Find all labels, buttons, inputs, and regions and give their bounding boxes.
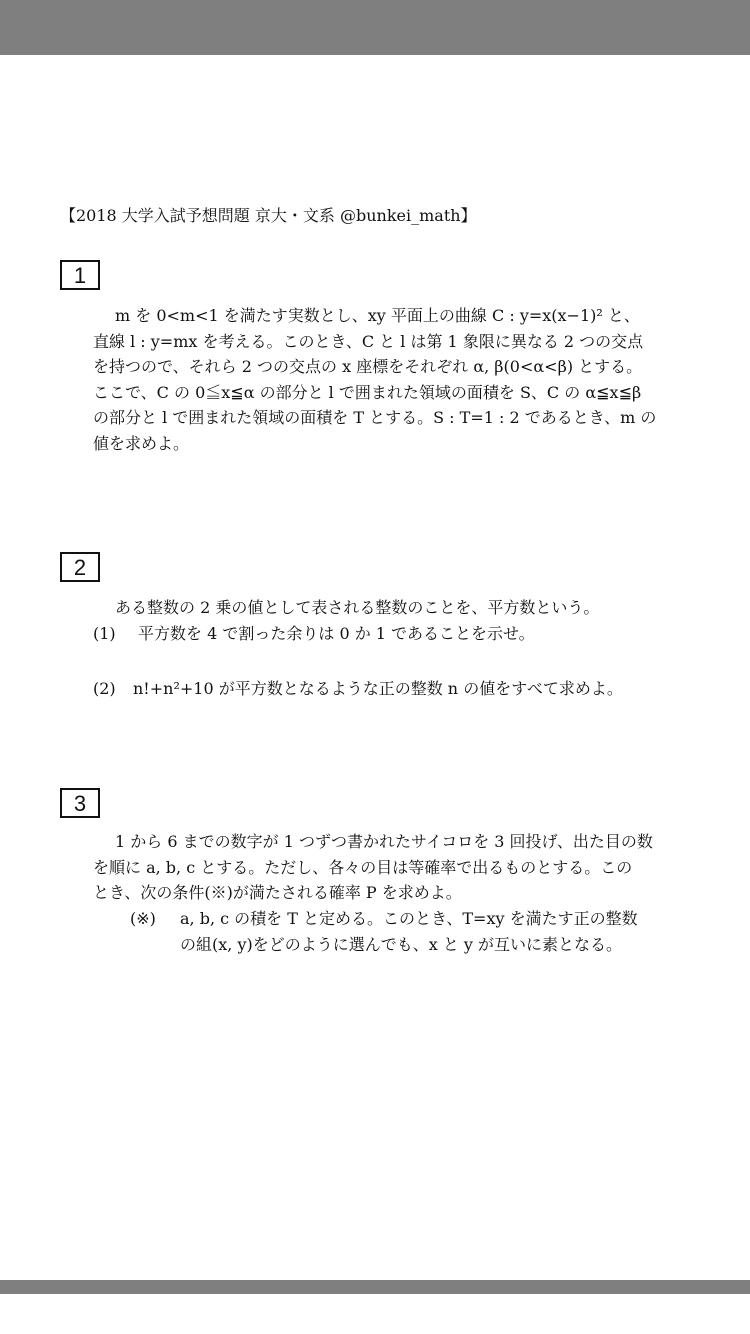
problem-1-text bbox=[93, 303, 693, 456]
problem-2-item-1-text: 平方数を 4 で割った余りは 0 か 1 であることを示せ。 bbox=[138, 624, 535, 643]
problem-2-item-2-text: n!+n²+10 が平方数となるような正の整数 n の値をすべて求めよ。 bbox=[133, 679, 623, 698]
problem-3-text bbox=[93, 829, 693, 906]
problem-1-line: ここで、C の 0≦x≦α の部分と l で囲まれた領域の面積を S、C の α≦x≦β bbox=[93, 382, 642, 402]
problem-1-number: 1 bbox=[60, 260, 100, 290]
problem-3-line: とき、次の条件(※)が満たされる確率 P を求めよ。 bbox=[93, 883, 462, 902]
problem-1-line: 値を求めよ。 bbox=[93, 433, 190, 453]
problem-2-item-1-label: (1) bbox=[93, 624, 116, 643]
top-bar bbox=[0, 0, 750, 55]
problem-3-line: 1 から 6 までの数字が 1 つずつ書かれたサイコロを 3 回投げ、出た目の数 bbox=[115, 832, 653, 851]
problem-3-number: 3 bbox=[60, 788, 100, 818]
bottom-bar bbox=[0, 1280, 750, 1294]
problem-3-condition-label: (※) bbox=[130, 909, 156, 928]
problem-1-line: m を 0<m<1 を満たす実数とし、xy 平面上の曲線 C : y=x(x−1)² と、 bbox=[115, 306, 640, 325]
problem-3-condition-line: の組(x, y)をどのように選んでも、x と y が互いに素となる。 bbox=[180, 935, 623, 954]
problem-2-intro bbox=[93, 595, 693, 621]
page-title: 【2018 大学入試予想問題 京大・文系 @bunkei_math】 bbox=[60, 206, 477, 225]
document-page[interactable] bbox=[0, 55, 750, 1280]
problem-1-line: の部分と l で囲まれた領域の面積を T とする。S : T=1 : 2 であるとき、m の bbox=[93, 408, 657, 427]
problem-3-condition-line: a, b, c の積を T と定める。このとき、T=xy を満たす正の整数 bbox=[180, 909, 638, 928]
problem-2-item-2-label: (2) bbox=[93, 679, 116, 698]
problem-2-number: 2 bbox=[60, 552, 100, 582]
problem-3-line: を順に a, b, c とする。ただし、各々の目は等確率で出るものとする。この bbox=[93, 857, 633, 877]
problem-1-line: を持つので、それら 2 つの交点の x 座標をそれぞれ α, β(0<α<β) とする。 bbox=[93, 357, 643, 376]
problem-2-intro-line: ある整数の 2 乗の値として表される整数のことを、平方数という。 bbox=[115, 598, 600, 617]
problem-1-line: 直線 l : y=mx を考える。このとき、C と l は第 1 象限に異なる 2 つの交点 bbox=[93, 331, 644, 351]
